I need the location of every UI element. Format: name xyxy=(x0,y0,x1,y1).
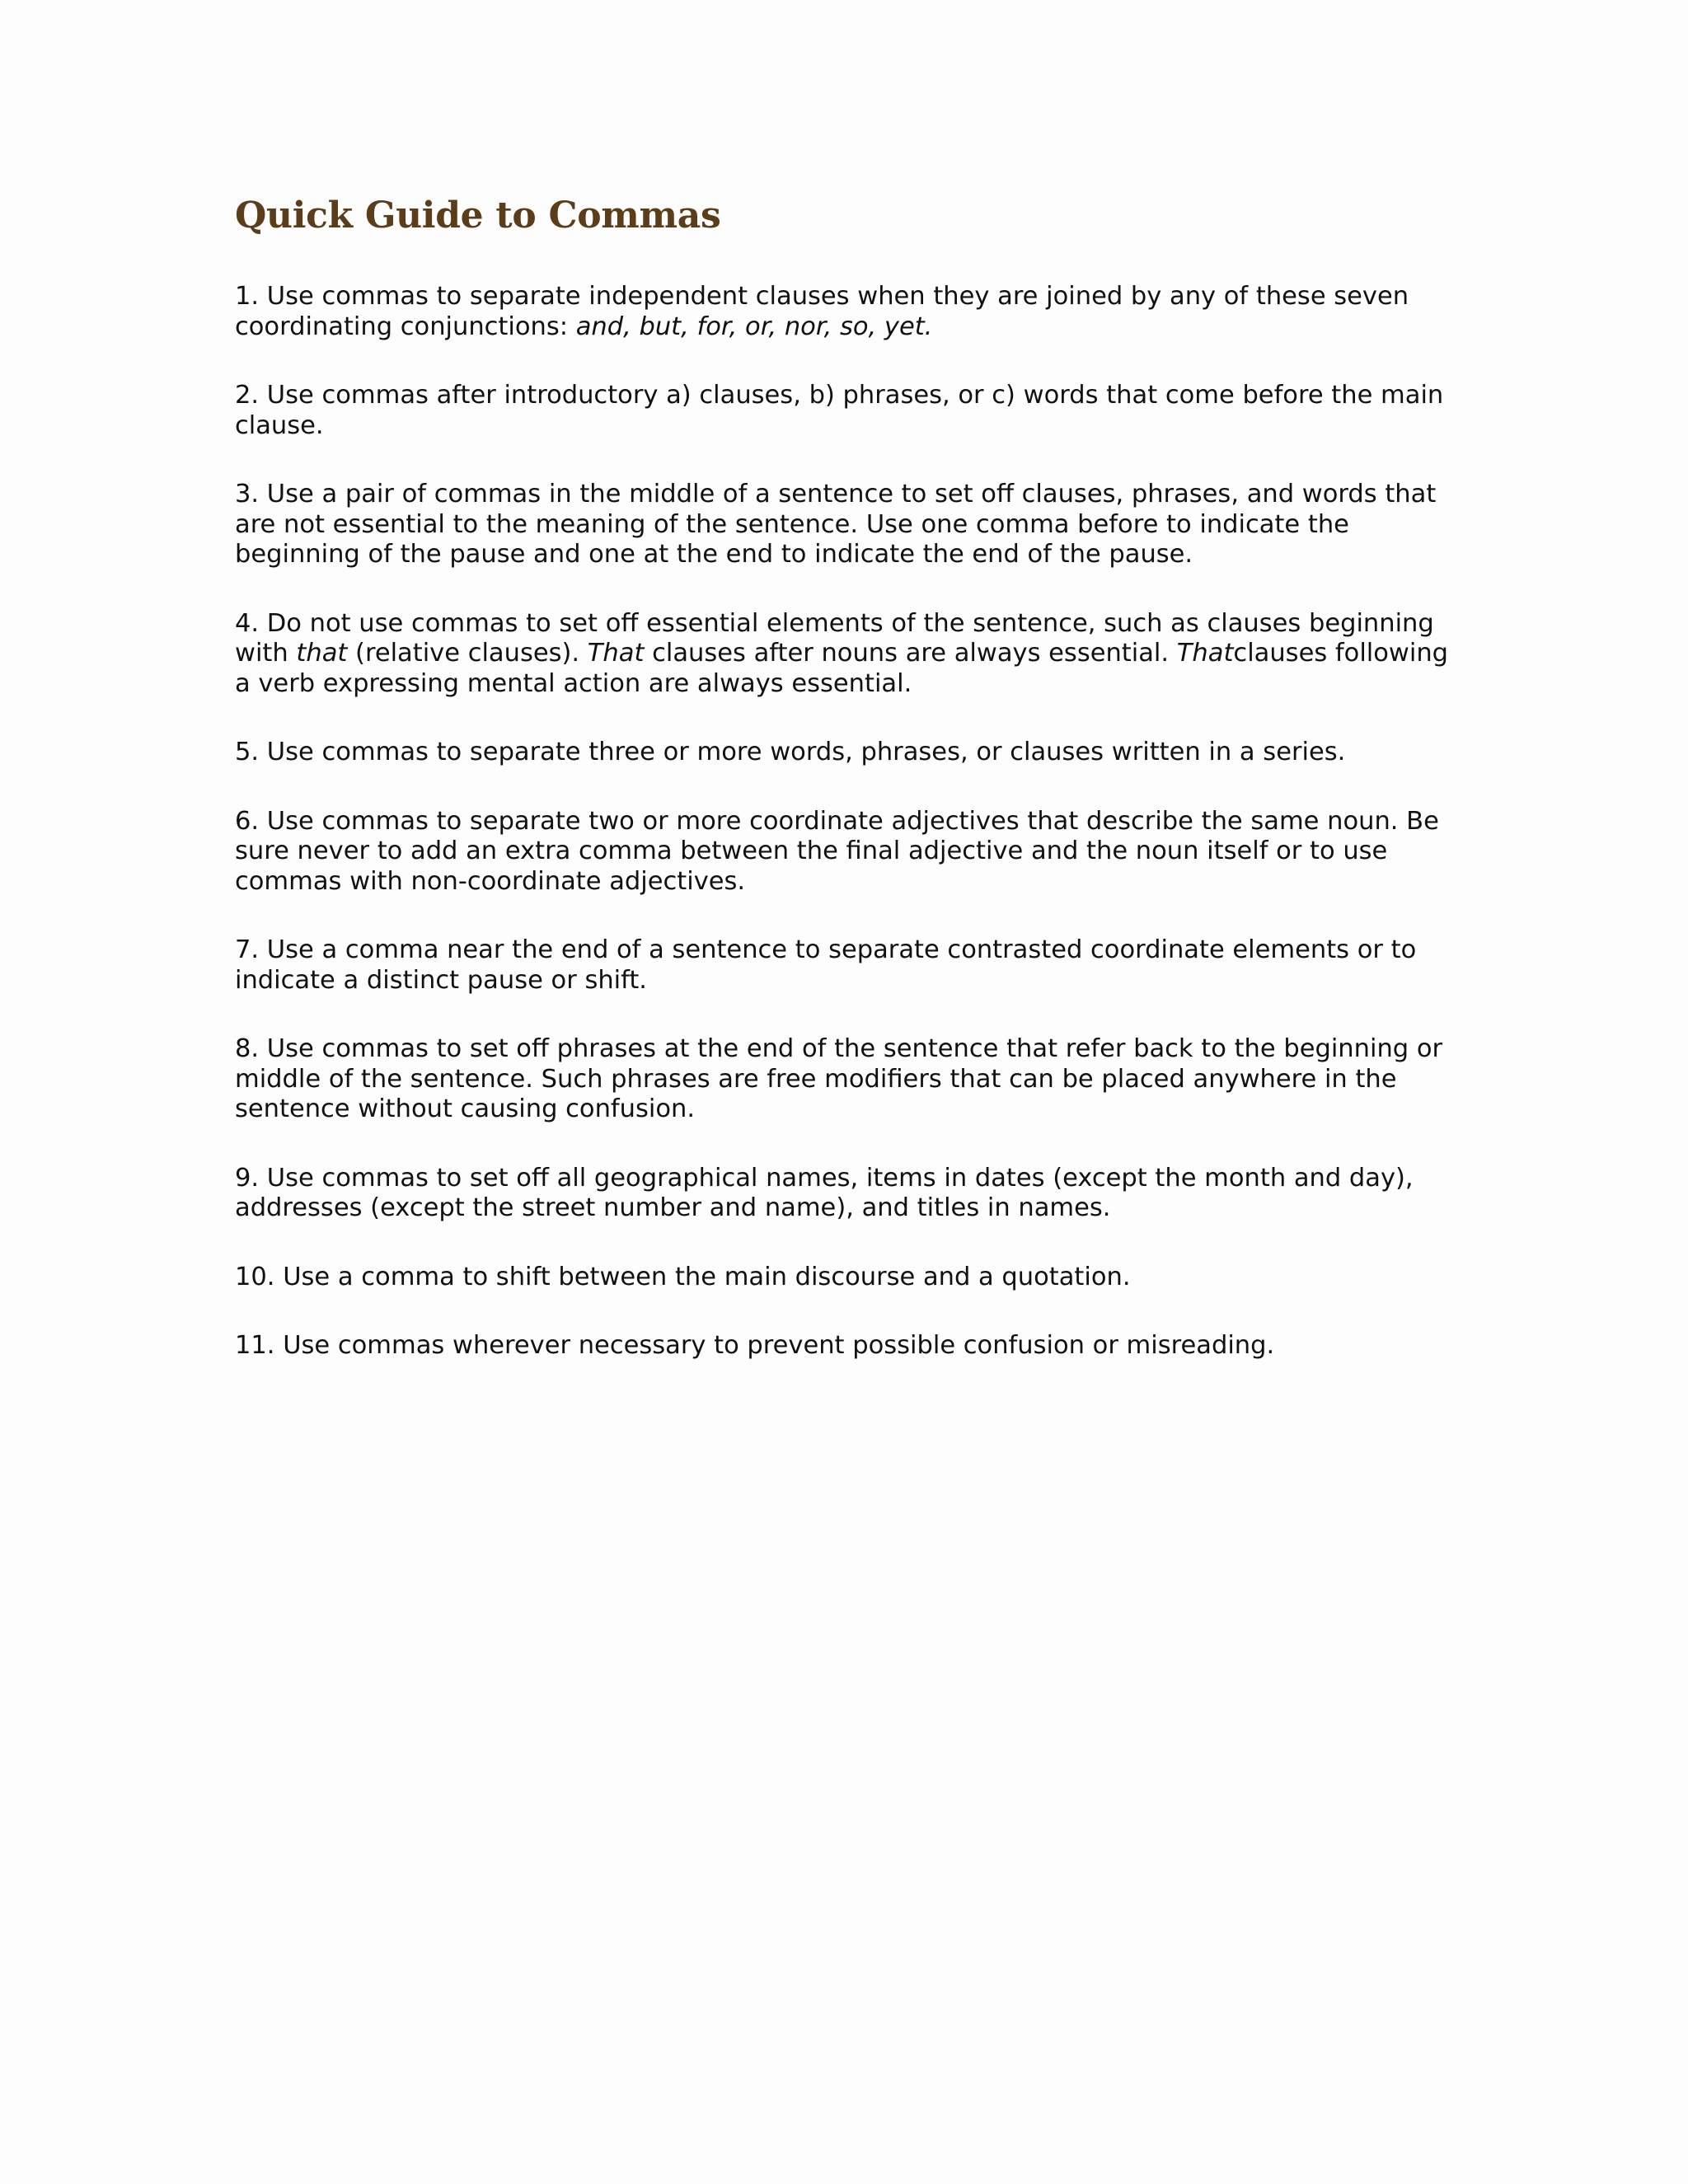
rule-text: (relative clauses). xyxy=(347,639,588,668)
rule-text: 5. Use commas to separate three or more words, phrases, or clauses written in a series. xyxy=(235,738,1346,766)
rule-5 xyxy=(235,738,1471,768)
rule-2 xyxy=(235,381,1471,441)
document-page xyxy=(235,191,1471,1400)
rule-text-italic: that xyxy=(296,639,348,668)
rule-text: clauses after nouns are always essential. xyxy=(644,639,1177,668)
rule-text: 6. Use commas to separate two or more coordinate adjectives that describe the same noun. Be sure never to add an extra comma between the final adjective and the noun itself or to use commas with non-coordinate adjectives. xyxy=(235,806,1439,896)
rule-7 xyxy=(235,935,1471,996)
rule-text: 8. Use commas to set off phrases at the end of the sentence that refer back to the beginning or middle of the sentence. Such phrases are free modifiers that can be placed anywhere in the sentence without causing confusion. xyxy=(235,1034,1443,1123)
rule-text-italic: That xyxy=(587,639,645,668)
rule-text-italic: That xyxy=(1176,639,1234,668)
rule-text: 2. Use commas after introductory a) clauses, b) phrases, or c) words that come before the main clause. xyxy=(235,381,1444,440)
page-title: Quick Guide to Commas xyxy=(235,194,721,237)
rule-text: 9. Use commas to set off all geographical names, items in dates (except the month and day), addresses (except the street number and name), and titles in names. xyxy=(235,1163,1414,1222)
rule-text: 3. Use a pair of commas in the middle of a sentence to set off clauses, phrases, and words that are not essential to the meaning of the sentence. Use one comma before to indicate the beginning of the pause and one at the end to indicate the end of the pause. xyxy=(235,480,1437,569)
rule-4 xyxy=(235,609,1471,700)
rule-text: 11. Use commas wherever necessary to prevent possible confusion or misreading. xyxy=(235,1331,1275,1360)
rule-10 xyxy=(235,1263,1471,1293)
rule-text: 4. Do not use commas to set off essential elements of the sentence, such as clauses beginning with xyxy=(235,608,1434,668)
rule-6 xyxy=(235,807,1471,898)
rule-1 xyxy=(235,282,1471,342)
rule-9 xyxy=(235,1164,1471,1224)
rule-text: 10. Use a comma to shift between the main discourse and a quotation. xyxy=(235,1262,1131,1291)
rule-text: 1. Use commas to separate independent clauses when they are joined by any of these seven coordinating conjunctions: xyxy=(235,282,1409,341)
rule-3 xyxy=(235,480,1471,570)
rule-11 xyxy=(235,1331,1471,1361)
rule-text: 7. Use a comma near the end of a sentence to separate contrasted coordinate elements or to indicate a distinct pause or shift. xyxy=(235,935,1417,995)
rule-text: clauses following a verb expressing mental action are always essential. xyxy=(235,639,1449,698)
rule-8 xyxy=(235,1034,1471,1125)
rule-text-italic: and, but, for, or, nor, so, yet. xyxy=(575,312,933,341)
